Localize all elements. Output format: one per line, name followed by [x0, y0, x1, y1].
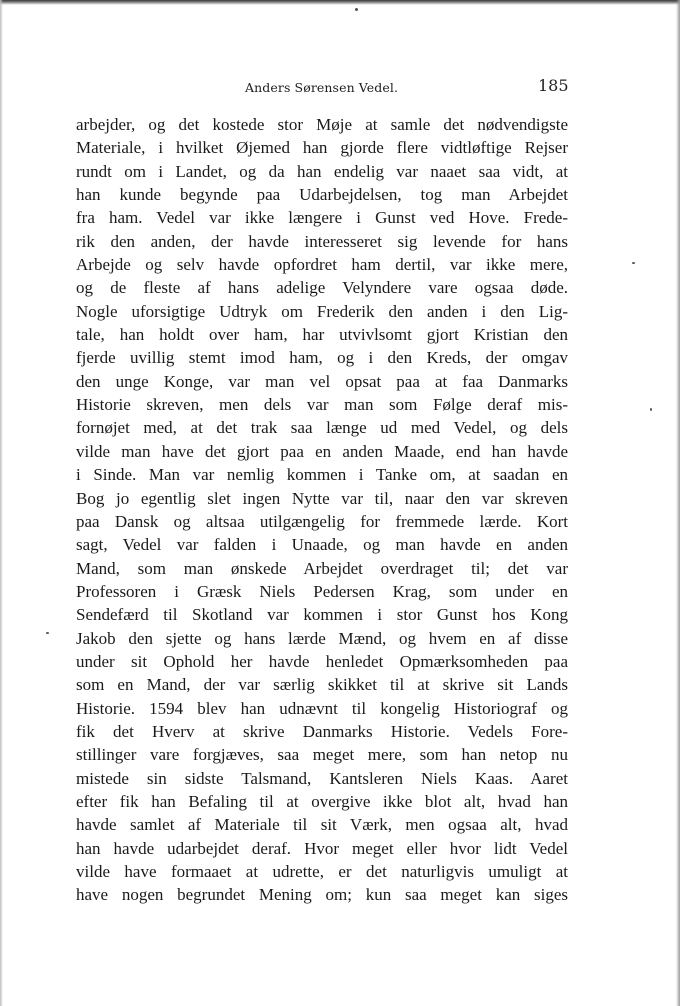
text-line: paa Dansk og altsaa utilgængelig for fremmede lærde. Kort [76, 511, 568, 531]
text-line: Jakob den sjette og hans lærde Mænd, og hvem en af disse [76, 628, 568, 648]
text-line: mistede sin sidste Talsmand, Kantsleren Niels Kaas. Aaret [76, 768, 568, 788]
text-line: havde samlet af Materiale til sit Værk, men ogsaa alt, hvad [76, 815, 568, 835]
scan-speck [632, 262, 635, 264]
text-line: i Sinde. Man var nemlig kommen i Tanke om, at saadan en [76, 465, 568, 485]
text-line: rundt om i Landet, og da han endelig var naaet saa vidt, at [76, 161, 568, 181]
text-line: Arbejde og selv havde opfordret ham dertil, var ikke mere, [76, 255, 568, 275]
text-line: rik den anden, der havde interesseret sig levende for hans [76, 231, 568, 251]
text-line: Nogle uforsigtige Udtryk om Frederik den anden i den Lig- [76, 301, 568, 321]
scan-left-edge [0, 0, 3, 1006]
text-line: fjerde uvillig stemt imod ham, og i den Kreds, der omgav [76, 348, 568, 368]
text-line: Sendefærd til Skotland var kommen i stor Gunst hos Kong [76, 605, 568, 625]
text-line: som en Mand, der var særlig skikket til at skrive sit Lands [76, 675, 568, 695]
text-line: Materiale, i hvilket Øjemed han gjorde flere vidtløftige Rejser [76, 138, 568, 158]
text-line: og de fleste af hans adelige Velyndere vare ogsaa døde. [76, 278, 568, 298]
text-line: den unge Konge, var man vel opsat paa at faa Danmarks [76, 371, 568, 391]
text-line: fornøjet med, at det trak saa længe ud med Vedel, og dels [76, 418, 568, 438]
scan-right-edge [676, 0, 680, 1006]
text-line: Professoren i Græsk Niels Pedersen Krag, som under en [76, 581, 568, 601]
text-line: tale, han holdt over ham, har utvivlsomt gjort Kristian den [76, 325, 568, 345]
text-line: Bog jo egentlig slet ingen Nytte var til, naar den var skreven [76, 488, 568, 508]
page-number: 185 [538, 76, 569, 95]
scan-speck [355, 8, 358, 11]
text-line: Historie. 1594 blev han udnævnt til kongelig Historiograf og [76, 698, 568, 718]
text-line: han kunde begynde paa Udarbejdelsen, tog man Arbejdet [76, 185, 568, 205]
body-text [76, 113, 568, 907]
scan-speck [650, 408, 652, 411]
text-line: fik det Hverv at skrive Danmarks Historie. Vedels Fore- [76, 721, 568, 741]
text-line: vilde man have det gjort paa en anden Maade, end han havde [76, 441, 568, 461]
text-line: han havde udarbejdet deraf. Hvor meget eller hvor lidt Vedel [76, 838, 568, 858]
text-line: have nogen begrundet Mening om; kun saa meget kan siges [76, 885, 568, 905]
text-line: arbejder, og det kostede stor Møje at samle det nødvendigste [76, 115, 568, 134]
text-line: fra ham. Vedel var ikke længere i Gunst ved Hove. Frede- [76, 208, 568, 228]
running-header [0, 76, 680, 98]
text-line: efter fik han Befaling til at overgive ikke blot alt, hvad han [76, 791, 568, 811]
text-line: Historie skreven, men dels var man som Følge deraf mis- [76, 395, 568, 415]
scan-top-edge [0, 0, 680, 5]
text-line: sagt, Vedel var falden i Unaade, og man havde en anden [76, 535, 568, 555]
text-line: under sit Ophold her havde henledet Opmærksomheden paa [76, 651, 568, 671]
running-title: Anders Sørensen Vedel. [245, 80, 399, 95]
scan-speck [46, 632, 49, 634]
text-line: Mand, som man ønskede Arbejdet overdraget til; det var [76, 558, 568, 578]
text-line: vilde have formaaet at udrette, er det naturligvis umuligt at [76, 862, 568, 881]
text-line: stillinger vare forgjæves, saa meget mere, som han netop nu [76, 745, 568, 765]
